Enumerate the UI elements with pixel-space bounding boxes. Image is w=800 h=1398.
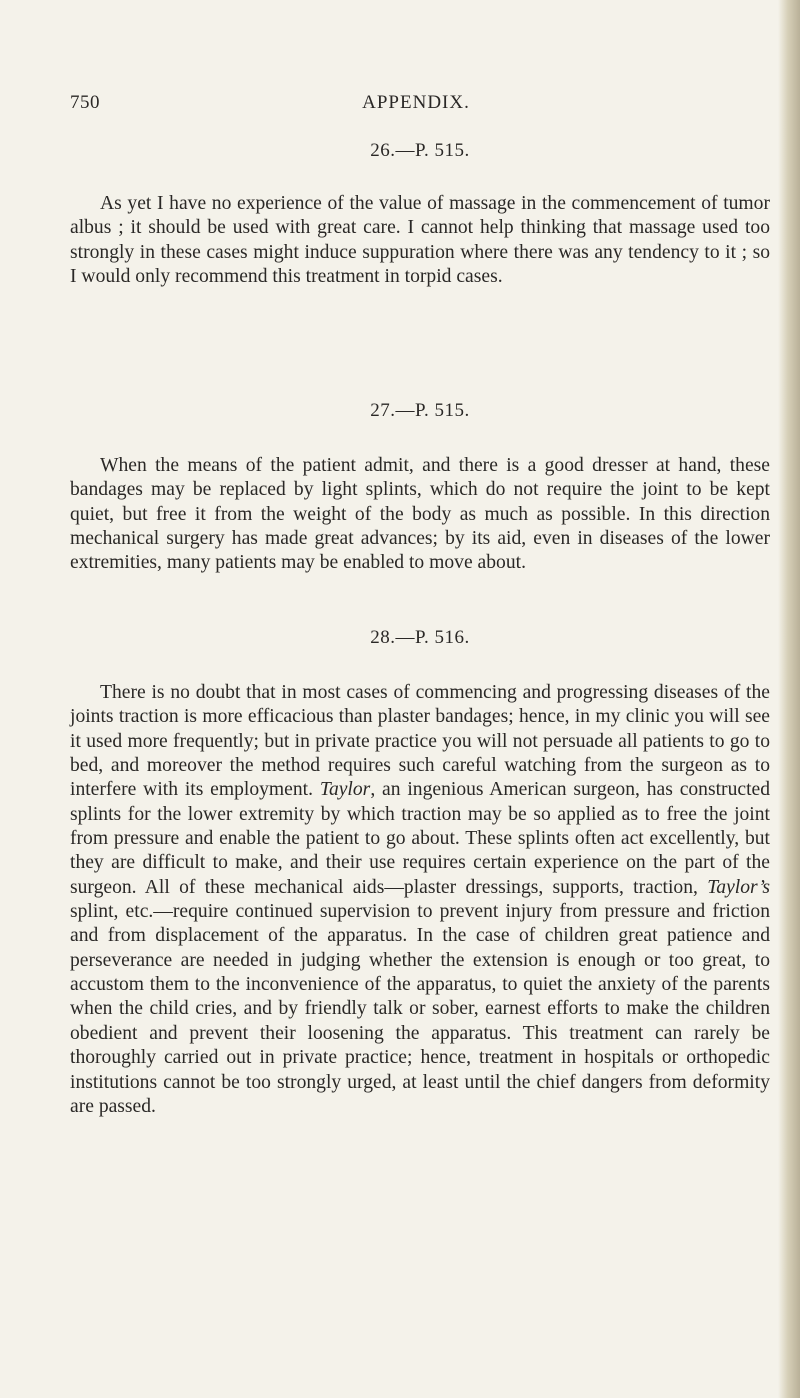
page-edge-shadow (778, 0, 800, 1398)
text-run: splint, etc.—require continued supervision to prevent injury from pressure and friction and from displacement of the apparatus. In the case of children great patience and perseverance are needed in judging whether the extension is enough or too great, to accustom them to the inconvenience of the apparatus, to quiet the anxiety of the parents when the child cries, and by friendly talk or sober, earnest efforts to make the children obedient and prevent their loosening the apparatus. This treatment can rarely be thoroughly carried out in private practice; hence, treatment in hospitals or orthopedic institutions cannot be too strongly urged, at least until the chief dangers from deformity are passed. (70, 901, 770, 1117)
note-27 (70, 400, 770, 576)
note-heading: 27.—P. 515. (370, 400, 470, 421)
note-28 (70, 627, 770, 1119)
text-run: There is no doubt that in most cases of commencing and progressing diseases of the joints traction is more efficacious than plaster bandages; hence, in my clinic you will see it used more frequently; but in private practice you will not persuade all patients to go to bed, and moreover the method requires such careful watching from the surgeon as to interfere with its employment. (70, 682, 770, 801)
page-number: 750 (70, 92, 100, 113)
page-header (70, 92, 752, 116)
note-paragraph: As yet I have no experience of the value of massage in the commencement of tumor albus ; it should be used with great care. I cannot help thinking that massage used too strongly in these cases might induce suppuration where there was any tendency to it ; so I would only recommend this treatment in torpid cases. (70, 193, 770, 288)
note-paragraph: When the means of the patient admit, and there is a good dresser at hand, these bandages may be replaced by light splints, which do not require the joint to be kept quiet, but free it from the weight of the body as much as possible. In this direction mechanical surgery has made great advances; by its aid, even in diseases of the lower extremities, many patients may be enabled to move about. (70, 455, 770, 574)
note-heading: 28.—P. 516. (370, 627, 470, 648)
running-head: APPENDIX. (362, 92, 470, 113)
note-paragraph (70, 681, 770, 1119)
note-heading: 26.—P. 515. (370, 140, 470, 161)
text-run: , an ingenious American surgeon, has constructed splints for the lower extremity by which traction may be so applied as to free the joint from pressure and enable the patient to go about. These splints often act excellently, but they are difficult to make, and their use requires certain experience on the part of the surgeon. All of these mechanical aids—plaster dressings, supports, traction, (70, 779, 771, 898)
note-26 (70, 140, 770, 289)
author-name-taylors: Taylor’s (707, 876, 770, 898)
author-name-taylor: Taylor (319, 779, 371, 801)
